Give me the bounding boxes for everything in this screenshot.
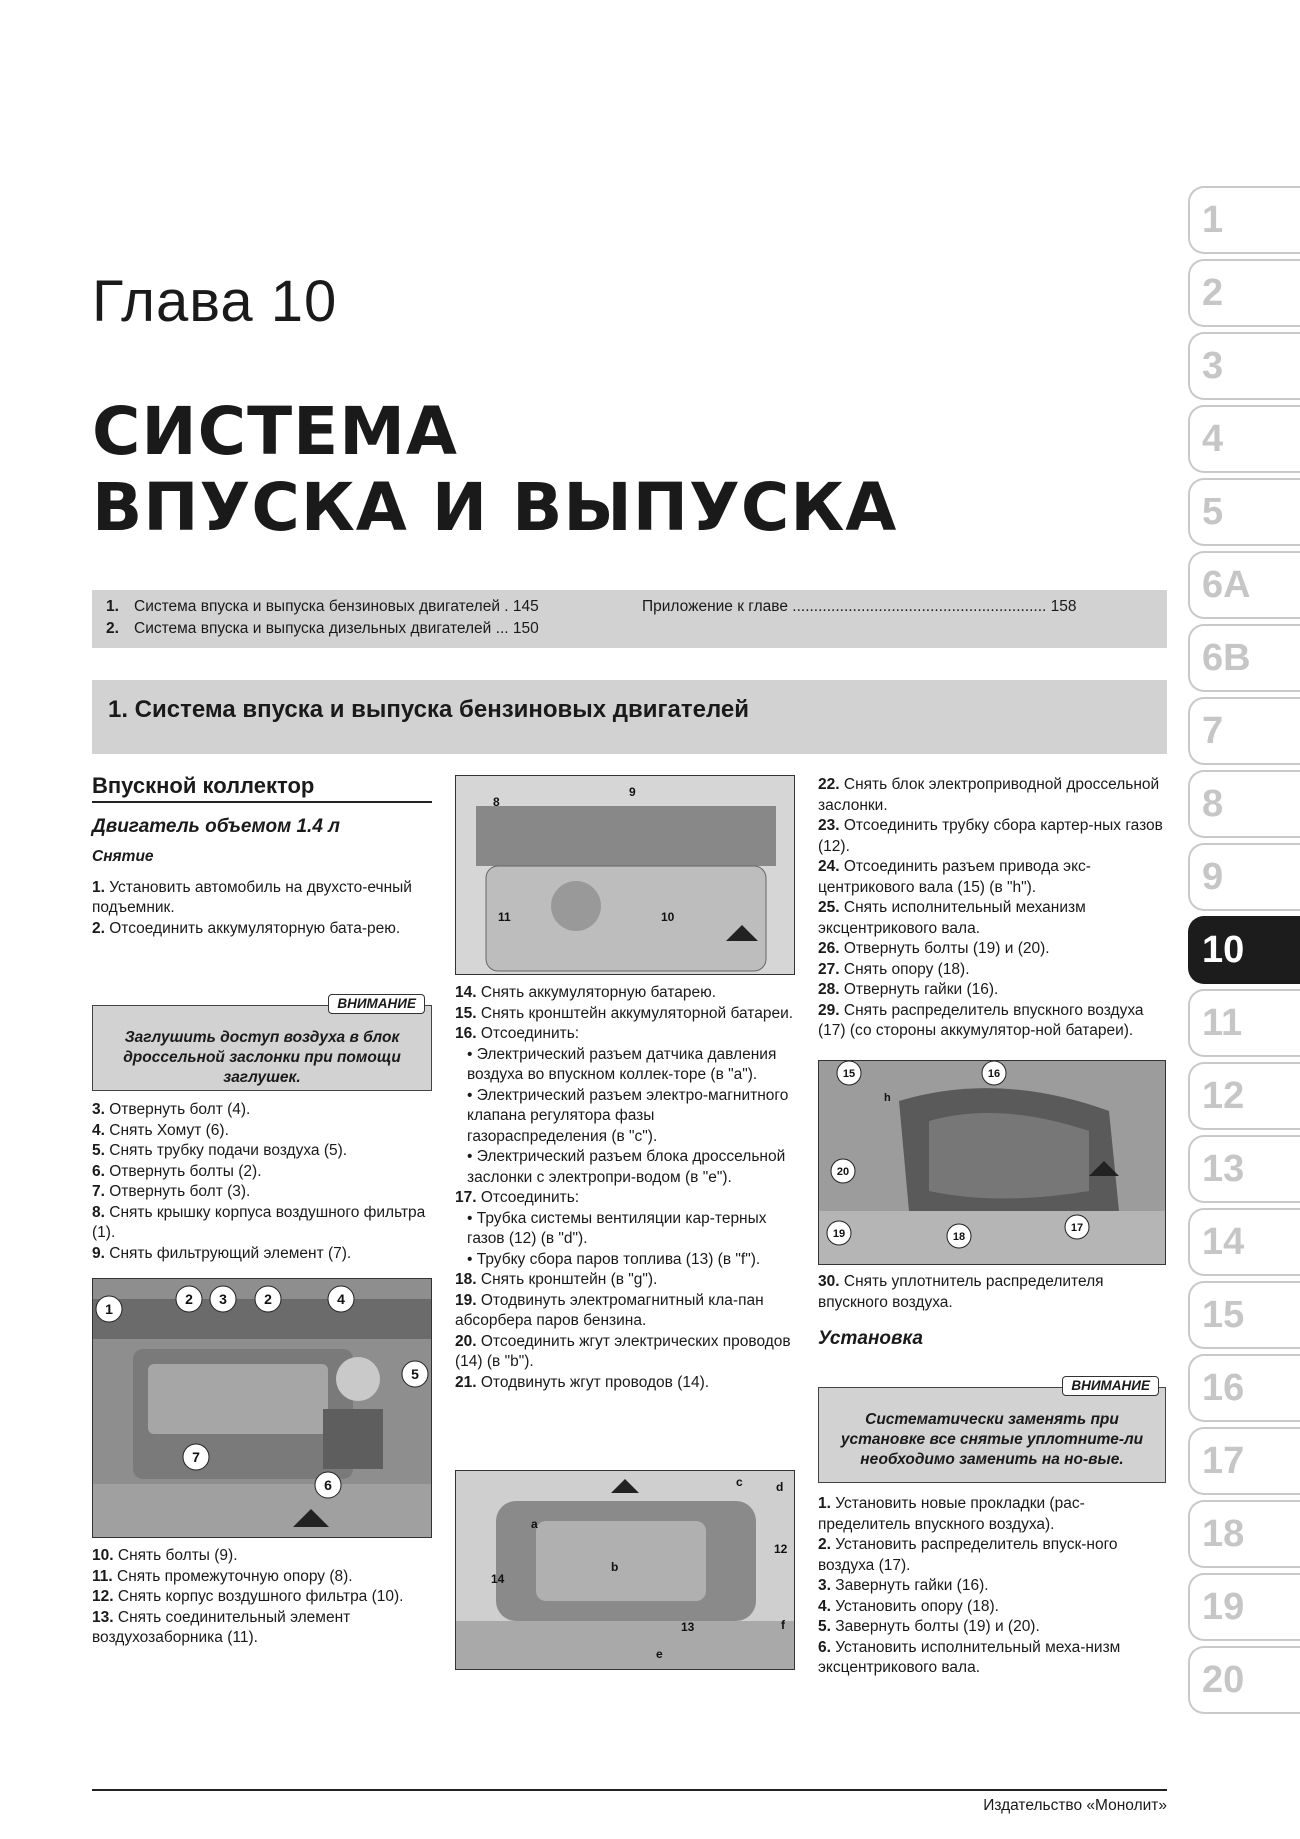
- warning-box-install: [818, 1378, 1166, 1483]
- list-item: 16. Отсоединить:: [455, 1025, 580, 1042]
- warning-box: [92, 996, 432, 1091]
- subsection-heading: Впускной коллектор: [92, 773, 315, 798]
- photo-label: c: [736, 1475, 743, 1489]
- photo-label: 16: [987, 1068, 1001, 1080]
- chapter-title-line2: ВПУСКА И ВЫПУСКА: [92, 469, 898, 546]
- list-item: 6. Отвернуть болты (2).: [92, 1162, 262, 1180]
- photo-label: 11: [498, 910, 511, 924]
- list-item: 8. Снять крышку корпуса воздушного фильтра (1).: [92, 1203, 426, 1241]
- tab-19[interactable]: 19: [1188, 1573, 1300, 1641]
- chapter-title-line1: СИСТЕМА: [92, 393, 458, 470]
- photo-label: h: [884, 1092, 891, 1104]
- tab-18[interactable]: 18: [1188, 1500, 1300, 1568]
- chapter-title: [92, 394, 897, 546]
- removal-heading: Снятие: [92, 848, 154, 865]
- list-item: 5. Завернуть болты (19) и (20).: [818, 1618, 1040, 1635]
- column-3-steps: [818, 775, 1166, 1042]
- engine-heading: Двигатель объемом 1.4 л: [92, 815, 340, 837]
- photo-label: 5: [411, 1366, 419, 1382]
- list-item: 24. Отсоединить разъем привода экс-центрикового вала (15) (в "h").: [818, 858, 1091, 896]
- heading-rule: [92, 801, 432, 803]
- tab-3[interactable]: 3: [1188, 332, 1300, 400]
- list-item: 2. Установить распределитель впуск-ного воздуха (17).: [818, 1536, 1118, 1574]
- photo-label: 2: [264, 1291, 272, 1307]
- list-item: 9. Снять фильтрующий элемент (7).: [92, 1244, 352, 1262]
- tab-6a[interactable]: 6A: [1188, 551, 1300, 619]
- list-item: • Электрический разъем электро-магнитного клапана регулятора фазы газораспределения (в "с").: [467, 1086, 789, 1145]
- photo-label: 7: [192, 1449, 200, 1465]
- warning-text: Заглушить доступ воздуха в блок дроссельной заслонки при помощи заглушек.: [123, 1029, 401, 1086]
- tab-13[interactable]: 13: [1188, 1135, 1300, 1203]
- section-title: 1. Система впуска и выпуска бензиновых двигателей: [108, 696, 750, 723]
- warning-tag: ВНИМАНИЕ: [1062, 1376, 1159, 1396]
- tab-1[interactable]: 1: [1188, 186, 1300, 254]
- tab-14[interactable]: 14: [1188, 1208, 1300, 1276]
- photo-label: 18: [952, 1231, 966, 1243]
- column-1: [92, 773, 432, 939]
- tab-11[interactable]: 11: [1188, 989, 1300, 1057]
- column-1-steps-c: [92, 1546, 432, 1649]
- tab-20[interactable]: 20: [1188, 1646, 1300, 1714]
- list-item: • Трубка системы вентиляции кар-терных газов (12) (в "d").: [467, 1209, 767, 1247]
- tab-6b[interactable]: 6B: [1188, 624, 1300, 692]
- list-item: 6. Установить исполнительный меха-низм эксцентрикового вала.: [818, 1638, 1121, 1676]
- photo-label: 17: [1070, 1222, 1084, 1234]
- list-item: 14. Снять аккумуляторную батарею.: [455, 984, 717, 1001]
- photo-label: 12: [774, 1542, 788, 1556]
- photo-label: 20: [836, 1166, 850, 1178]
- list-item: 1. Установить автомобиль на двухсто-ечный подъемник.: [92, 878, 412, 916]
- list-item: 3. Отвернуть болт (4).: [92, 1101, 251, 1118]
- list-item: • Электрический разъем блока дроссельной заслонки с электропри-водом (в "е").: [467, 1148, 786, 1186]
- toc-item[interactable]: 1. Система впуска и выпуска бензиновых двигателей . 145: [106, 598, 539, 615]
- photo-label: a: [531, 1517, 538, 1531]
- tab-9[interactable]: 9: [1188, 843, 1300, 911]
- list-item: 3. Завернуть гайки (16).: [818, 1577, 989, 1594]
- tab-15[interactable]: 15: [1188, 1281, 1300, 1349]
- list-item: 13. Снять соединительный элемент воздухозаборника (11).: [92, 1608, 351, 1646]
- photo-label: 13: [681, 1620, 695, 1634]
- tab-5[interactable]: 5: [1188, 478, 1300, 546]
- photo-label: f: [781, 1618, 785, 1632]
- list-item: • Трубку сбора паров топлива (13) (в "f").: [467, 1250, 761, 1268]
- column-3-steps-c: [818, 1494, 1166, 1679]
- photo-label: 3: [219, 1291, 227, 1307]
- list-item: 20. Отсоединить жгут электрических проводов (14) (в "b").: [455, 1332, 791, 1370]
- list-item: 18. Снять кронштейн (в "g").: [455, 1271, 658, 1288]
- photo-label: d: [776, 1480, 784, 1494]
- list-item: 21. Отодвинуть жгут проводов (14).: [455, 1373, 710, 1391]
- list-item: 2. Отсоединить аккумуляторную бата-рею.: [92, 919, 401, 937]
- list-item: 22. Снять блок электроприводной дроссельной заслонки.: [818, 776, 1160, 814]
- tab-16[interactable]: 16: [1188, 1354, 1300, 1422]
- engine-photo-4: [818, 1060, 1166, 1265]
- photo-label: 8: [493, 795, 500, 809]
- warning-text: Систематически заменять при установке все снятые уплотните-ли необходимо заменить на но-вые.: [840, 1411, 1144, 1468]
- list-item: 10. Снять болты (9).: [92, 1547, 238, 1564]
- toc-appendix[interactable]: Приложение к главе ........................................................... 158: [642, 598, 1077, 615]
- warning-tag: ВНИМАНИЕ: [328, 994, 425, 1014]
- list-item: 30. Снять уплотнитель распределителя впускного воздуха.: [818, 1273, 1104, 1311]
- column-1-steps: [92, 1100, 432, 1264]
- toc-item[interactable]: 2. Система впуска и выпуска дизельных двигателей ... 150: [106, 620, 539, 637]
- photo-label: 14: [491, 1572, 505, 1586]
- photo-label: 4: [337, 1291, 345, 1307]
- list-item: • Электрический разъем датчика давления воздуха во впускном коллек-торе (в "а").: [467, 1045, 777, 1083]
- chapter-label: Глава 10: [92, 269, 338, 334]
- list-item: 23. Отсоединить трубку сбора картер-ных газов (12).: [818, 817, 1163, 855]
- column-2-steps: [455, 983, 795, 1393]
- footer-rule: [92, 1789, 1167, 1791]
- list-item: 17. Отсоединить:: [455, 1189, 580, 1206]
- section-header: [92, 680, 1167, 754]
- photo-label: 2: [185, 1291, 193, 1307]
- photo-label: e: [656, 1647, 663, 1661]
- engine-photo-2: [455, 775, 795, 975]
- footer-publisher: Издательство «Монолит»: [983, 1797, 1167, 1814]
- list-item: 4. Установить опору (18).: [818, 1597, 999, 1615]
- list-item: 1. Установить новые прокладки (рас-пределитель впускного воздуха).: [818, 1495, 1085, 1533]
- list-item: 4. Снять Хомут (6).: [92, 1121, 229, 1139]
- column-3-steps-b: [818, 1272, 1166, 1350]
- photo-label: 15: [842, 1068, 856, 1080]
- list-item: 29. Снять распределитель впускного воздуха (17) (со стороны аккумулятор-ной батареи).: [818, 1001, 1144, 1039]
- list-item: 28. Отвернуть гайки (16).: [818, 981, 999, 998]
- photo-label: 10: [661, 910, 675, 924]
- list-item: 27. Снять опору (18).: [818, 960, 970, 978]
- photo-label: 9: [629, 785, 636, 799]
- engine-photo-3: [455, 1470, 795, 1670]
- photo-label: 1: [105, 1301, 113, 1317]
- tab-12[interactable]: 12: [1188, 1062, 1300, 1130]
- tab-4[interactable]: 4: [1188, 405, 1300, 473]
- photo-label: 6: [324, 1477, 332, 1493]
- tab-7[interactable]: 7: [1188, 697, 1300, 765]
- photo-label: b: [611, 1560, 619, 1574]
- photo-label: 19: [832, 1228, 846, 1240]
- list-item: 19. Отодвинуть электромагнитный кла-пан абсорбера паров бензина.: [455, 1291, 764, 1329]
- chapter-toc: [92, 590, 1167, 648]
- engine-photo-1: [92, 1278, 432, 1538]
- list-item: 25. Снять исполнительный механизм эксцентрикового вала.: [818, 899, 1086, 937]
- list-item: 7. Отвернуть болт (3).: [92, 1183, 251, 1200]
- tab-8[interactable]: 8: [1188, 770, 1300, 838]
- tab-17[interactable]: 17: [1188, 1427, 1300, 1495]
- tab-2[interactable]: 2: [1188, 259, 1300, 327]
- list-item: 15. Снять кронштейн аккумуляторной батареи.: [455, 1004, 794, 1022]
- install-heading: Установка: [818, 1328, 923, 1349]
- tab-10[interactable]: 10: [1188, 916, 1300, 984]
- list-item: 12. Снять корпус воздушного фильтра (10).: [92, 1588, 404, 1605]
- list-item: 11. Снять промежуточную опору (8).: [92, 1567, 353, 1585]
- list-item: 26. Отвернуть болты (19) и (20).: [818, 940, 1050, 957]
- list-item: 5. Снять трубку подачи воздуха (5).: [92, 1142, 348, 1159]
